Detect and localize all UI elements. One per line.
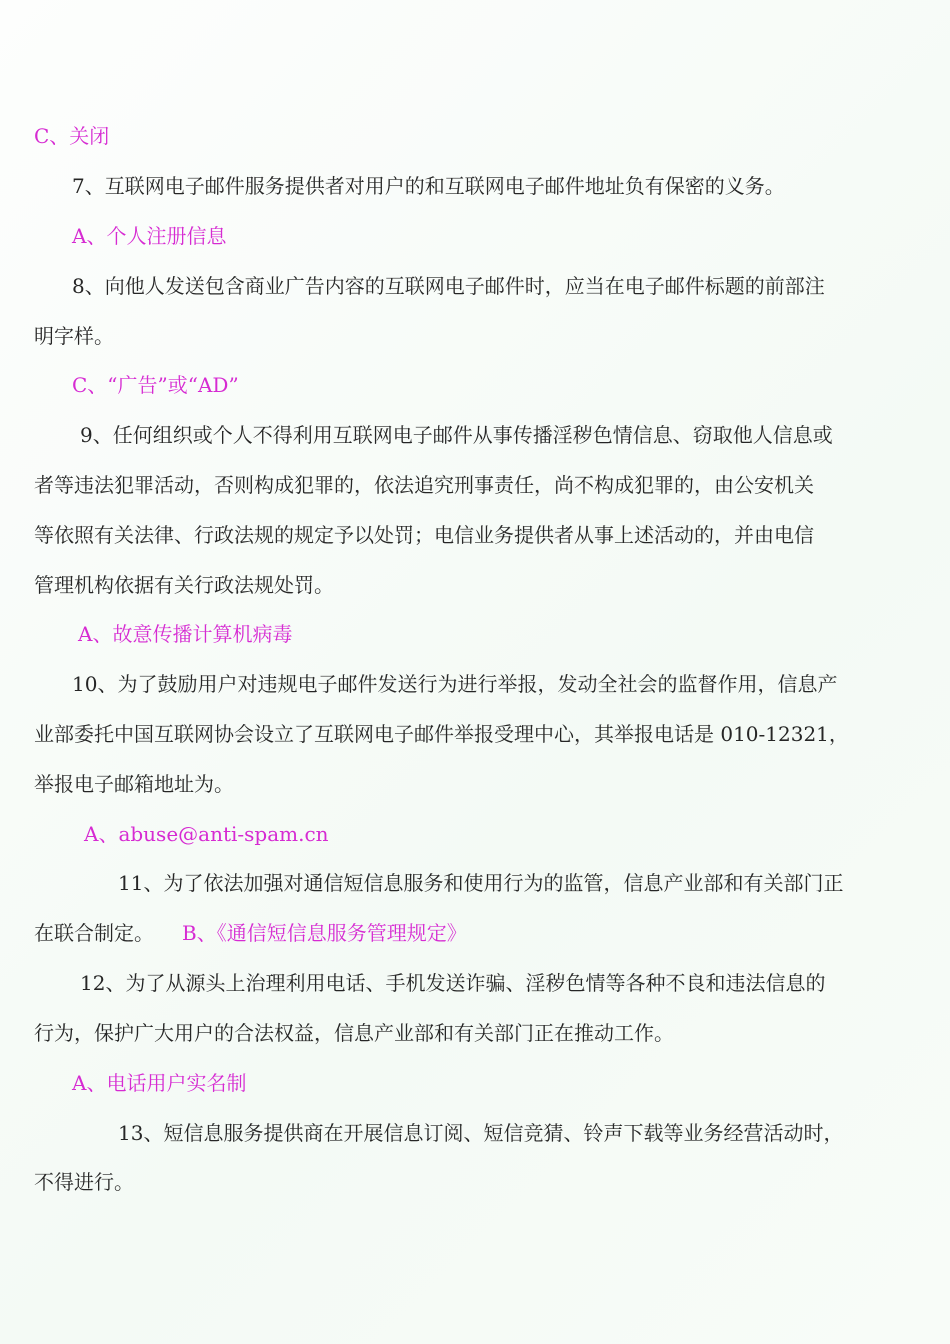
question-9-line-3: 等依照有关法律、行政法规的规定予以处罚；电信业务提供者从事上述活动的，并由电信 — [34, 523, 814, 547]
question-7: 7、互联网电子邮件服务提供者对用户的和互联网电子邮件地址负有保密的义务。 — [72, 174, 785, 198]
question-11-line-2 — [34, 920, 467, 946]
question-9-line-1: 9、任何组织或个人不得利用互联网电子邮件从事传播淫秽色情信息、窃取他人信息或 — [80, 423, 833, 447]
question-13-line-2: 不得进行。 — [34, 1170, 134, 1194]
answer-8: C、“广告”或“AD” — [72, 373, 239, 397]
answer-12: A、电话用户实名制 — [72, 1071, 247, 1095]
question-13-line-1: 13、短信息服务提供商在开展信息订阅、短信竞猜、铃声下载等业务经营活动时， — [118, 1121, 844, 1145]
question-10-line-1: 10、为了鼓励用户对违规电子邮件发送行为进行举报，发动全社会的监督作用，信息产 — [72, 672, 838, 696]
question-10-line-3: 举报电子邮箱地址为。 — [34, 772, 234, 796]
answer-11: B、《通信短信息服务管理规定》 — [182, 921, 467, 945]
question-11-line-2-text: 在联合制定。 — [34, 921, 154, 945]
question-8-line-2: 明字样。 — [34, 324, 114, 348]
question-9-line-2: 者等违法犯罪活动，否则构成犯罪的，依法追究刑事责任，尚不构成犯罪的，由公安机关 — [34, 473, 814, 497]
answer-7: A、个人注册信息 — [72, 224, 227, 248]
answer-9: A、故意传播计算机病毒 — [78, 622, 293, 646]
question-10-line-2: 业部委托中国互联网协会设立了互联网电子邮件举报受理中心，其举报电话是 010-12321， — [34, 722, 849, 746]
question-11-line-1: 11、为了依法加强对通信短信息服务和使用行为的监管，信息产业部和有关部门正 — [118, 871, 844, 895]
question-8-line-1: 8、向他人发送包含商业广告内容的互联网电子邮件时，应当在电子邮件标题的前部注 — [72, 274, 825, 298]
answer-10: A、abuse@anti-spam.cn — [84, 822, 329, 846]
question-12-line-1: 12、为了从源头上治理利用电话、手机发送诈骗、淫秽色情等各种不良和违法信息的 — [80, 971, 826, 995]
question-12-line-2: 行为，保护广大用户的合法权益，信息产业部和有关部门正在推动工作。 — [34, 1021, 674, 1045]
question-9-line-4: 管理机构依据有关行政法规处罚。 — [34, 573, 334, 597]
answer-c-close: C、关闭 — [34, 124, 110, 148]
